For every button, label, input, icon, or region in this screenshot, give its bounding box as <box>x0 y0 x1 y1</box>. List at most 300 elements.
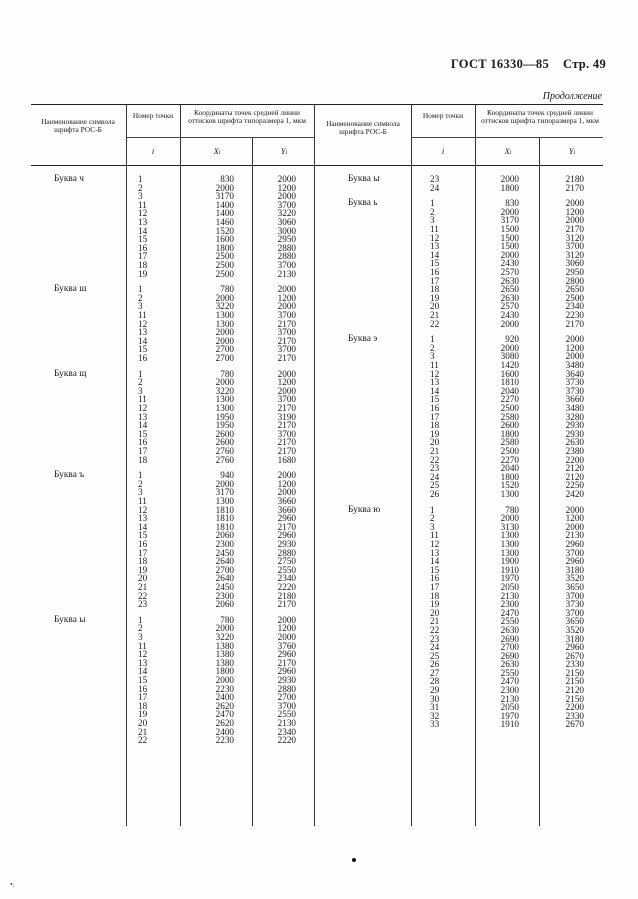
y-coordinate: 1200 <box>277 623 296 634</box>
point-number: 14 <box>430 556 440 567</box>
y-coordinate: 2930 <box>565 428 584 439</box>
x-coordinate: 2500 <box>500 402 519 413</box>
x-coordinate: 1460 <box>215 216 234 227</box>
x-coordinate: 2060 <box>215 530 234 541</box>
y-coordinate: 2120 <box>565 471 584 482</box>
y-coordinate: 2170 <box>277 420 296 431</box>
point-number: 3 <box>138 385 143 396</box>
symbol-name: Буква щ <box>54 368 87 379</box>
y-coordinate: 3700 <box>565 241 584 252</box>
y-coordinate: 2550 <box>277 564 296 575</box>
x-coordinate: 2300 <box>215 590 234 601</box>
point-number: 12 <box>138 318 148 329</box>
point-number-column <box>138 616 164 745</box>
point-number: 17 <box>138 251 148 262</box>
y-coordinate: 3280 <box>565 411 584 422</box>
point-number: 17 <box>430 581 440 592</box>
x-coordinate: 1970 <box>500 710 519 721</box>
point-number: 2 <box>430 206 435 217</box>
y-coordinate: 2170 <box>277 318 296 329</box>
y-coordinate-column <box>256 175 296 278</box>
x-coordinate-column <box>194 285 234 362</box>
x-coordinate-column <box>194 471 234 609</box>
sub-y-right <box>541 146 603 156</box>
y-coordinate: 3120 <box>565 232 584 243</box>
x-coordinate: 2040 <box>500 385 519 396</box>
y-coordinate: 3640 <box>565 368 584 379</box>
sub-i-left <box>128 146 178 156</box>
symbol-name: Буква ы <box>54 614 86 625</box>
x-coordinate: 2630 <box>500 624 519 635</box>
x-coordinate: 1900 <box>500 556 519 567</box>
x-coordinate: 2570 <box>500 301 519 312</box>
x-coordinate: 2400 <box>215 692 234 703</box>
point-number: 1 <box>430 198 435 209</box>
point-number: 1 <box>138 470 143 481</box>
x-coordinate: 2600 <box>500 420 519 431</box>
y-coordinate: 2000 <box>565 215 584 226</box>
y-coordinate: 2670 <box>565 719 584 730</box>
x-coordinate: 2550 <box>500 616 519 627</box>
y-coordinate: 2170 <box>277 437 296 448</box>
x-coordinate: 1950 <box>215 420 234 431</box>
x-coordinate: 2600 <box>215 437 234 448</box>
y-coordinate: 1200 <box>277 478 296 489</box>
y-coordinate: 2700 <box>277 692 296 703</box>
y-coordinate: 2000 <box>565 521 584 532</box>
y-coordinate: 3730 <box>565 599 584 610</box>
y-coordinate: 1200 <box>565 342 584 353</box>
x-coordinate: 2690 <box>500 633 519 644</box>
y-coordinate: 2180 <box>277 590 296 601</box>
point-number: 19 <box>138 709 148 720</box>
point-number: 28 <box>430 676 440 687</box>
x-coordinate: 1300 <box>215 318 234 329</box>
x-coordinate: 3080 <box>500 351 519 362</box>
sub-y-left <box>254 146 314 156</box>
header-coord-right: Координаты точек средней линии оттисков шрифта типоразмера 1, мкм <box>481 108 599 125</box>
x-coordinate: 2700 <box>500 642 519 653</box>
y-coordinate: 3700 <box>277 199 296 210</box>
y-coordinate: 2000 <box>277 174 296 184</box>
y-coordinate: 2170 <box>565 318 584 329</box>
y-coordinate: 3520 <box>565 573 584 584</box>
x-coordinate: 1520 <box>215 225 234 236</box>
point-number: 22 <box>138 735 148 746</box>
point-number: 3 <box>138 191 143 202</box>
point-number: 23 <box>138 599 148 610</box>
x-coordinate: 2050 <box>500 702 519 713</box>
point-number: 22 <box>138 590 148 601</box>
x-coordinate: 1910 <box>500 719 519 730</box>
point-number: 2 <box>138 182 143 193</box>
x-coordinate: 2300 <box>215 538 234 549</box>
y-coordinate: 2960 <box>277 649 296 660</box>
point-number: 17 <box>138 547 148 558</box>
point-number: 16 <box>138 437 148 448</box>
x-coordinate: 2270 <box>500 394 519 405</box>
y-coordinate: 2000 <box>277 191 296 202</box>
point-number-column <box>138 285 164 362</box>
x-coordinate: 3220 <box>215 631 234 642</box>
x-coordinate: 1520 <box>500 480 519 491</box>
x-coordinate: 2000 <box>215 335 234 346</box>
point-number: 19 <box>430 428 440 439</box>
x-coordinate: 830 <box>505 198 519 209</box>
point-number: 17 <box>430 275 440 286</box>
point-number: 2 <box>138 377 143 388</box>
x-coordinate: 2620 <box>215 717 234 728</box>
y-coordinate: 1200 <box>277 292 296 303</box>
point-number-column <box>430 335 456 498</box>
symbol-name: Буква э <box>348 334 378 345</box>
point-number: 15 <box>138 234 148 245</box>
point-number: 1 <box>138 174 143 184</box>
y-coordinate: 3700 <box>277 394 296 405</box>
point-number: 13 <box>430 241 440 252</box>
x-coordinate-column <box>479 199 519 328</box>
sub-x-right <box>477 146 539 156</box>
point-number-column <box>138 175 164 278</box>
y-coordinate: 3180 <box>565 633 584 644</box>
x-coordinate: 2470 <box>215 709 234 720</box>
x-coordinate: 1300 <box>215 394 234 405</box>
point-number: 11 <box>430 359 439 370</box>
point-number: 23 <box>430 633 440 644</box>
point-number: 22 <box>430 624 440 635</box>
point-number: 12 <box>430 232 440 243</box>
y-coordinate: 2000 <box>565 334 584 345</box>
y-coordinate: 3000 <box>277 225 296 236</box>
point-number: 14 <box>138 420 148 431</box>
sub-x-left <box>182 146 252 156</box>
x-coordinate: 2500 <box>215 251 234 262</box>
x-coordinate: 2050 <box>500 581 519 592</box>
y-coordinate: 2960 <box>277 513 296 524</box>
point-number: 24 <box>430 642 440 653</box>
x-coordinate: 2700 <box>215 564 234 575</box>
point-number: 2 <box>138 478 143 489</box>
x-coordinate: 2130 <box>500 693 519 704</box>
point-number: 24 <box>430 471 440 482</box>
y-coordinate: 3650 <box>565 616 584 627</box>
y-coordinate: 2150 <box>565 693 584 704</box>
column-divider <box>252 137 253 826</box>
point-number: 1 <box>430 334 435 345</box>
y-coordinate: 2230 <box>565 309 584 320</box>
x-coordinate: 920 <box>505 334 519 345</box>
x-coordinate: 2040 <box>500 463 519 474</box>
y-coordinate: 2000 <box>277 631 296 642</box>
x-coordinate: 2600 <box>215 428 234 439</box>
point-number: 33 <box>430 719 440 730</box>
y-coordinate: 2960 <box>565 538 584 549</box>
point-number: 3 <box>138 301 143 312</box>
point-number: 19 <box>430 599 440 610</box>
point-number: 17 <box>138 692 148 703</box>
point-number: 11 <box>138 309 147 320</box>
x-coordinate: 2000 <box>215 182 234 193</box>
y-coordinate: 2630 <box>565 437 584 448</box>
point-number: 18 <box>138 454 148 465</box>
point-number: 21 <box>430 309 440 320</box>
x-coordinate: 2000 <box>500 174 519 184</box>
y-coordinate: 2000 <box>277 284 296 295</box>
header-name-left: Наименование символа шрифта РОС-Б <box>41 117 115 134</box>
point-number: 1 <box>138 368 143 379</box>
y-coordinate: 2000 <box>277 614 296 625</box>
y-coordinate-column <box>544 199 584 328</box>
point-number: 16 <box>430 573 440 584</box>
x-coordinate: 1300 <box>215 402 234 413</box>
x-coordinate-column <box>194 616 234 745</box>
x-coordinate: 2230 <box>215 735 234 746</box>
x-coordinate: 780 <box>220 284 234 295</box>
point-number: 12 <box>138 402 148 413</box>
standard-code: ГОСТ 16330—85 <box>450 57 550 71</box>
point-number: 16 <box>138 352 148 363</box>
x-coordinate: 2700 <box>215 352 234 363</box>
x-coordinate: 2000 <box>500 318 519 329</box>
point-number-column <box>138 471 164 609</box>
x-coordinate: 2000 <box>215 623 234 634</box>
point-number: 2 <box>430 342 435 353</box>
x-coordinate: 2630 <box>500 659 519 670</box>
y-coordinate: 3660 <box>565 394 584 405</box>
y-coordinate: 2170 <box>565 223 584 234</box>
y-coordinate: 2120 <box>565 463 584 474</box>
y-coordinate: 3120 <box>565 249 584 260</box>
y-coordinate: 2150 <box>565 676 584 687</box>
y-coordinate: 2000 <box>277 487 296 498</box>
point-number: 20 <box>138 717 148 728</box>
y-coordinate: 3700 <box>565 607 584 618</box>
page-number: Стр. 49 <box>563 57 606 71</box>
column-divider <box>411 104 412 826</box>
header-bottom-rule <box>31 165 603 166</box>
y-coordinate: 3650 <box>565 581 584 592</box>
point-number: 14 <box>430 249 440 260</box>
x-coordinate: 1380 <box>215 657 234 668</box>
sub-i-right-letter: i <box>441 146 445 156</box>
y-coordinate: 3660 <box>277 504 296 515</box>
x-coordinate-column <box>194 370 234 465</box>
point-number: 25 <box>430 480 440 491</box>
x-coordinate: 1300 <box>500 488 519 499</box>
point-number: 20 <box>430 301 440 312</box>
y-coordinate: 2250 <box>565 480 584 491</box>
x-coordinate: 1600 <box>215 234 234 245</box>
x-coordinate: 2630 <box>500 292 519 303</box>
y-coordinate-column <box>256 616 296 745</box>
x-coordinate: 1500 <box>500 241 519 252</box>
header-rule-left <box>126 137 314 138</box>
point-number: 18 <box>430 420 440 431</box>
y-coordinate-column <box>544 175 584 192</box>
point-number: 22 <box>430 454 440 465</box>
y-coordinate: 2880 <box>277 251 296 262</box>
point-number: 15 <box>138 428 148 439</box>
x-coordinate: 1800 <box>215 666 234 677</box>
x-coordinate: 1810 <box>215 504 234 515</box>
x-coordinate: 780 <box>505 504 519 515</box>
y-coordinate: 3190 <box>277 411 296 422</box>
x-coordinate: 1400 <box>215 208 234 219</box>
y-coordinate: 3700 <box>277 327 296 338</box>
x-coordinate: 3220 <box>215 301 234 312</box>
point-number: 18 <box>138 556 148 567</box>
y-coordinate-column <box>256 285 296 362</box>
x-coordinate: 2690 <box>500 650 519 661</box>
y-coordinate: 2800 <box>565 275 584 286</box>
point-number: 14 <box>138 225 148 236</box>
x-coordinate: 2450 <box>215 581 234 592</box>
y-coordinate: 2170 <box>277 402 296 413</box>
point-number: 22 <box>430 318 440 329</box>
column-divider <box>539 137 540 826</box>
point-number: 16 <box>430 266 440 277</box>
y-coordinate: 3060 <box>565 258 584 269</box>
y-coordinate: 2930 <box>277 674 296 685</box>
x-coordinate: 1800 <box>500 182 519 193</box>
x-coordinate: 2500 <box>215 268 234 279</box>
x-coordinate-column <box>479 335 519 498</box>
y-coordinate: 2000 <box>277 470 296 481</box>
y-coordinate-column <box>256 471 296 609</box>
y-coordinate: 2220 <box>277 735 296 746</box>
x-coordinate: 2500 <box>500 445 519 456</box>
x-coordinate: 1500 <box>500 232 519 243</box>
point-number: 15 <box>430 564 440 575</box>
point-number: 16 <box>138 683 148 694</box>
point-number: 11 <box>138 495 147 506</box>
header-point-left: Номер точки <box>132 111 174 120</box>
x-coordinate: 1950 <box>215 411 234 422</box>
y-coordinate: 3220 <box>277 208 296 219</box>
y-coordinate: 2180 <box>565 174 584 184</box>
point-number: 3 <box>430 351 435 362</box>
x-coordinate: 2580 <box>500 411 519 422</box>
x-coordinate: 2470 <box>500 676 519 687</box>
point-number: 3 <box>430 215 435 226</box>
point-number: 3 <box>138 631 143 642</box>
x-coordinate: 2550 <box>500 667 519 678</box>
point-number: 15 <box>430 258 440 269</box>
point-number: 2 <box>138 623 143 634</box>
point-number: 21 <box>138 581 148 592</box>
y-coordinate: 3700 <box>277 700 296 711</box>
x-coordinate: 2270 <box>500 454 519 465</box>
x-coordinate: 2230 <box>215 683 234 694</box>
x-coordinate: 2000 <box>215 377 234 388</box>
x-coordinate: 2000 <box>215 478 234 489</box>
x-coordinate: 1800 <box>215 242 234 253</box>
column-divider <box>475 104 476 826</box>
y-coordinate: 1200 <box>277 182 296 193</box>
point-number: 1 <box>138 614 143 625</box>
point-number: 13 <box>138 216 148 227</box>
y-coordinate: 3700 <box>277 259 296 270</box>
point-number: 11 <box>138 394 147 405</box>
point-number: 23 <box>430 174 440 184</box>
x-coordinate: 2650 <box>500 284 519 295</box>
y-coordinate: 3060 <box>277 216 296 227</box>
y-coordinate: 2130 <box>565 530 584 541</box>
y-coordinate: 3520 <box>565 624 584 635</box>
point-number: 13 <box>430 547 440 558</box>
x-coordinate: 1810 <box>500 377 519 388</box>
y-coordinate-column <box>256 370 296 465</box>
y-coordinate: 2330 <box>565 659 584 670</box>
y-coordinate: 2220 <box>277 581 296 592</box>
x-coordinate: 2000 <box>500 249 519 260</box>
x-coordinate: 2430 <box>500 258 519 269</box>
header-point-right: Номер точки <box>422 111 464 120</box>
point-number: 3 <box>430 521 435 532</box>
point-number: 16 <box>138 538 148 549</box>
point-number: 19 <box>138 564 148 575</box>
y-coordinate: 2880 <box>277 683 296 694</box>
point-number: 21 <box>138 726 148 737</box>
y-coordinate: 2000 <box>277 368 296 379</box>
x-coordinate: 2300 <box>500 685 519 696</box>
y-coordinate: 2130 <box>277 268 296 279</box>
x-coordinate: 2450 <box>215 547 234 558</box>
point-number: 30 <box>430 693 440 704</box>
point-number: 23 <box>430 463 440 474</box>
y-coordinate: 2960 <box>277 666 296 677</box>
x-coordinate: 2470 <box>500 607 519 618</box>
x-coordinate: 2130 <box>500 590 519 601</box>
x-coordinate: 1300 <box>500 530 519 541</box>
y-coordinate: 2000 <box>277 301 296 312</box>
sub-x-left-index: i <box>218 150 221 156</box>
x-coordinate: 2000 <box>215 674 234 685</box>
x-coordinate: 3170 <box>215 191 234 202</box>
sub-y-left-letter: Y <box>280 146 286 156</box>
point-number: 16 <box>138 242 148 253</box>
y-coordinate: 3180 <box>565 564 584 575</box>
sub-y-right-letter: Y <box>568 146 574 156</box>
point-number: 27 <box>430 667 440 678</box>
y-coordinate: 2170 <box>277 352 296 363</box>
y-coordinate: 2960 <box>277 530 296 541</box>
y-coordinate: 3700 <box>565 590 584 601</box>
y-coordinate: 2960 <box>565 556 584 567</box>
x-coordinate: 3130 <box>500 521 519 532</box>
x-coordinate: 1420 <box>500 359 519 370</box>
column-divider <box>180 104 181 826</box>
x-coordinate: 2760 <box>215 445 234 456</box>
x-coordinate: 2300 <box>500 599 519 610</box>
x-coordinate: 780 <box>220 368 234 379</box>
x-coordinate-column <box>194 175 234 278</box>
y-coordinate: 2750 <box>277 556 296 567</box>
y-coordinate: 1200 <box>565 206 584 217</box>
point-number: 3 <box>138 487 143 498</box>
point-number: 12 <box>430 368 440 379</box>
point-number-column <box>138 370 164 465</box>
point-number: 15 <box>138 530 148 541</box>
point-number: 21 <box>430 616 440 627</box>
x-coordinate: 2620 <box>215 700 234 711</box>
x-coordinate: 1910 <box>500 564 519 575</box>
point-number: 1 <box>430 504 435 515</box>
point-number: 18 <box>430 590 440 601</box>
x-coordinate: 2430 <box>500 309 519 320</box>
y-coordinate: 2930 <box>277 538 296 549</box>
x-coordinate-column <box>479 506 519 729</box>
